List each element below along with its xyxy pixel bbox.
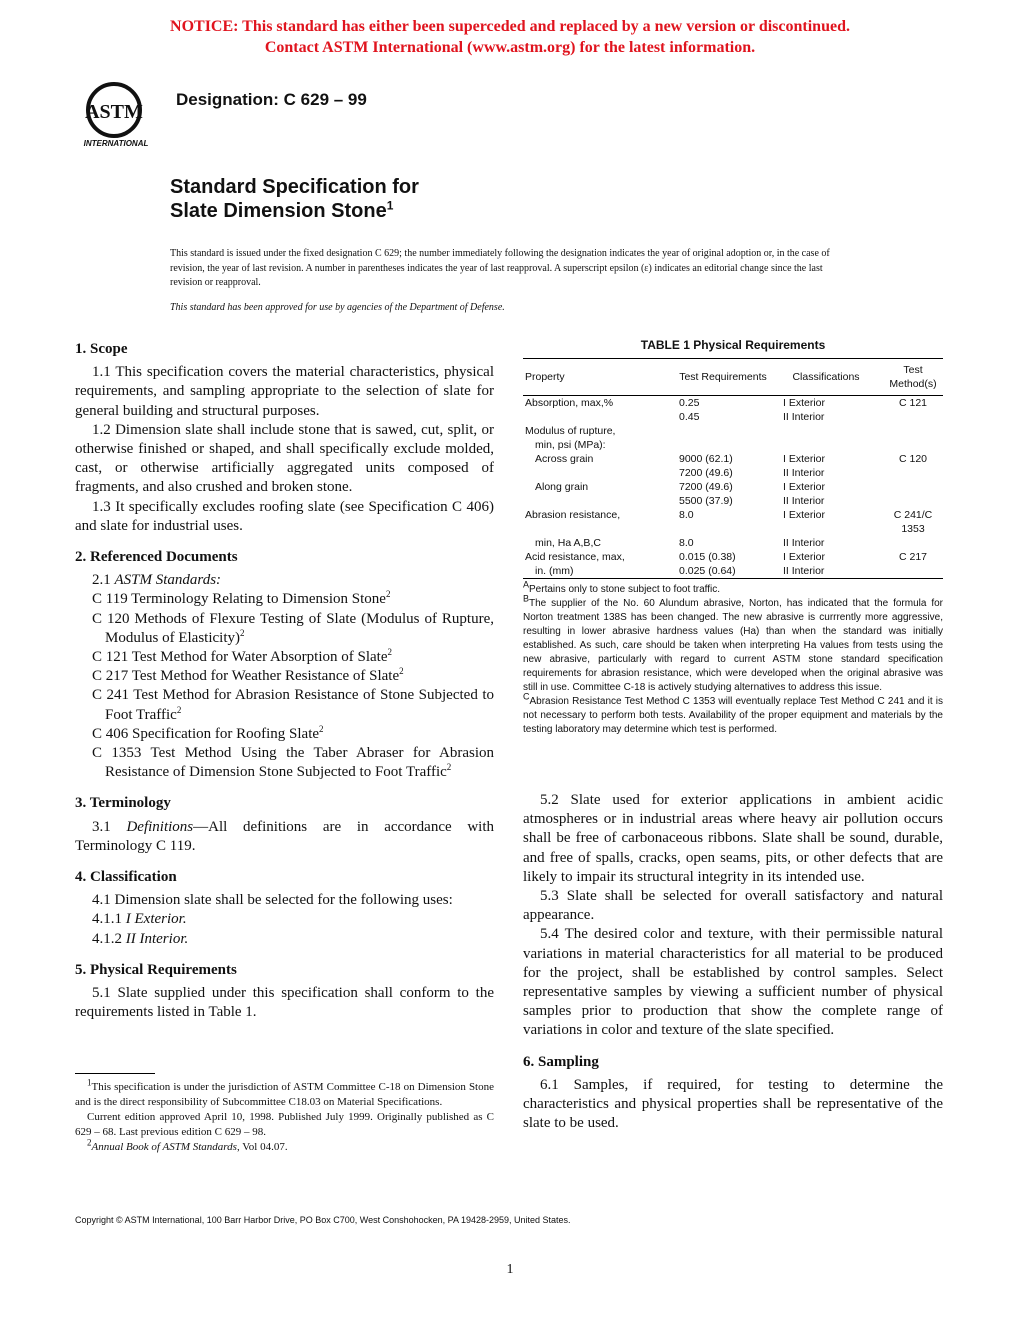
table-cell — [883, 410, 943, 424]
section-sampling — [523, 1053, 943, 1134]
reference-item: C 241 Test Method for Abrasion Resistance of Stone Subjected to Foot Traffic$^2$ — [92, 687, 494, 723]
table-cell: Acid resistance, max, — [525, 551, 625, 563]
section-heading: 5. Physical Requirements — [75, 961, 237, 978]
table-cell: I Exterior — [783, 551, 826, 563]
table-cell: 0.025 (0.64) — [679, 565, 736, 577]
footnote-2: $^2$Annual Book of ASTM Standards, Vol 04.07. — [87, 1137, 288, 1153]
table-row — [523, 410, 943, 424]
section-heading: 6. Sampling — [523, 1053, 599, 1070]
table-row — [523, 508, 943, 522]
table-cell — [883, 494, 943, 508]
table-cell: in. (mm) — [535, 565, 574, 577]
table-physical-requirements — [523, 358, 943, 578]
table-cell — [677, 522, 769, 536]
table-notes — [523, 578, 943, 737]
section-physical-requirements — [75, 961, 494, 1023]
table-header: Classifications — [769, 359, 883, 396]
table-cell — [523, 466, 677, 480]
page-number: 1 — [506, 1262, 514, 1277]
right-column-text — [523, 791, 943, 1145]
table-cell: 7200 (49.6) — [679, 481, 733, 493]
section-heading: 2. Referenced Documents — [75, 549, 238, 566]
designation: Designation: C 629 – 99 — [176, 90, 367, 109]
notice-line-1: NOTICE: This standard has either been superceded and replaced by a new version or discontinued. — [170, 18, 850, 35]
intro-text: This standard is issued under the fixed designation C 629; the number immediately following the designation indicates the year of original adoption or, in the case of revision, the year of last revision. A number in parentheses indicates the year of last reapproval. A superscript epsilon (ε) indicates an editorial change since the last revision or reapproval. — [170, 248, 830, 288]
table-cell — [677, 438, 769, 452]
title-footnote-mark: 1 — [386, 198, 394, 213]
reference-item: C 406 Specification for Roofing Slate$^2$ — [92, 723, 324, 742]
astm-logo — [72, 80, 160, 150]
table-row — [523, 396, 943, 411]
section-terminology — [75, 794, 494, 856]
table-cell: min, psi (MPa): — [535, 439, 606, 451]
table-cell: Abrasion resistance, — [525, 509, 621, 521]
table-1-block — [523, 338, 943, 737]
table-cell: Across grain — [535, 453, 594, 465]
table-cell: 9000 (62.1) — [679, 453, 733, 465]
table-cell: C 217 — [898, 551, 928, 563]
page-title — [170, 175, 419, 223]
section-classification — [75, 868, 494, 949]
table-cell — [883, 466, 943, 480]
left-column — [75, 340, 494, 1035]
paragraph: 5.2 Slate used for exterior applications in ambient acidic atmospheres or in industrial areas where heavy air pollution occurs shall be free of carbonaceous ribbons. Slate shall be sound, durable, and free of spalls, cracks, open seams, pits, or other defects that are likely to impair its structural integrity in its intended use. — [523, 792, 943, 885]
table-row — [523, 550, 943, 564]
table-cell — [883, 424, 943, 438]
table-cell: 0.25 — [679, 397, 700, 409]
reference-item: C 217 Test Method for Weather Resistance of Slate$^2$ — [92, 666, 404, 685]
table-cell: C 120 — [898, 453, 928, 465]
title-line-2: Slate Dimension Stone — [170, 200, 387, 222]
paragraph: 3.1 Definitions—All definitions are in accordance with Terminology C 119. — [75, 818, 495, 854]
table-cell: II Interior — [783, 467, 825, 479]
logo-text: ASTM — [85, 101, 143, 123]
logo-sub-text: INTERNATIONAL — [83, 139, 149, 148]
table-row — [523, 494, 943, 508]
section-heading: 4. Classification — [75, 869, 177, 886]
table-cell: I Exterior — [783, 453, 826, 465]
table-cell: Absorption, max,% — [525, 397, 614, 409]
table-cell: Modulus of rupture, — [525, 425, 616, 437]
table-cell: I Exterior — [783, 509, 826, 521]
paragraph: 5.4 The desired color and texture, with their permissible natural variations in material characteristics for all material to be produced for the project, shall be established by control samples. Select representative samples by viewing a sufficient number of physical samples prior to production that show the complete range of variations in color and texture of the slate specified. — [523, 926, 943, 1039]
table-cell: 8.0 — [679, 537, 694, 549]
table-cell: II Interior — [783, 411, 825, 423]
table-cell — [769, 438, 883, 452]
table-row — [523, 424, 943, 438]
table-row — [523, 466, 943, 480]
table-cell: Along grain — [535, 481, 589, 493]
title-line-1: Standard Specification for — [170, 176, 419, 198]
table-header-row — [523, 359, 943, 396]
table-row — [523, 452, 943, 466]
paragraph: 5.3 Slate shall be selected for overall satisfactory and natural appearance. — [523, 888, 943, 924]
table-body — [523, 396, 943, 579]
table-cell — [769, 424, 883, 438]
paragraph: 2.1 ASTM Standards: — [92, 572, 222, 589]
approved-note: This standard has been approved for use by agencies of the Department of Defense. — [170, 302, 505, 313]
table-cell — [523, 522, 677, 536]
section-referenced-documents — [75, 548, 494, 782]
table-note-c: $^C$Abrasion Resistance Test Method C 1353 will eventually replace Test Method C 241 and it is not necessary to perform both tests. Availability of the proper equipment and materials by the testing laboratory may determine which test is performed. — [523, 691, 943, 735]
paragraph: 6.1 Samples, if required, for testing to determine the characteristics and physical properties shall be representative of the slate to be used. — [523, 1076, 943, 1132]
paragraph: 4.1.2 II Interior. — [92, 930, 189, 947]
paragraph: 1.3 It specifically excludes roofing slate (see Specification C 406) and slate for industrial uses. — [75, 498, 494, 534]
table-header: Test Requirements — [677, 359, 769, 396]
paragraph: 1.2 Dimension slate shall include stone that is sawed, cut, split, or otherwise finished or shaped, and shall specifically exclude molded, cast, or otherwise artificially aggregated units composed of fragments, and also crushed and broken stone. — [75, 421, 494, 496]
table-header: Property — [523, 359, 677, 396]
table-note-a: $^A$Pertains only to stone subject to foot traffic. — [523, 579, 721, 595]
table-cell: 0.45 — [679, 411, 700, 423]
table-cell: 1353 — [901, 523, 925, 535]
section-heading: 3. Terminology — [75, 795, 171, 812]
reference-item: C 119 Terminology Relating to Dimension Stone$^2$ — [92, 589, 391, 608]
copyright: Copyright © ASTM International, 100 Barr Harbor Drive, PO Box C700, West Conshohocken, PA 19428-2959, United States. — [75, 1215, 571, 1225]
table-header: Test Method(s) — [883, 359, 943, 396]
table-cell: min, Ha A,B,C — [535, 537, 601, 549]
reference-item: C 120 Methods of Flexure Testing of Slate (Modulus of Rupture, Modulus of Elasticity)$^2$ — [92, 610, 494, 646]
table-cell: II Interior — [783, 537, 825, 549]
paragraph: 4.1 Dimension slate shall be selected for the following uses: — [92, 892, 453, 909]
table-cell: II Interior — [783, 565, 825, 577]
footnotes — [75, 1077, 494, 1155]
table-cell — [769, 522, 883, 536]
table-caption: TABLE 1 Physical Requirements — [640, 338, 826, 352]
table-row — [523, 522, 943, 536]
table-cell: 0.015 (0.38) — [679, 551, 736, 563]
table-row — [523, 536, 943, 550]
table-cell — [883, 438, 943, 452]
table-cell — [523, 494, 677, 508]
reference-item: C 121 Test Method for Water Absorption of Slate$^2$ — [92, 647, 392, 666]
table-cell: I Exterior — [783, 481, 826, 493]
table-cell: I Exterior — [783, 397, 826, 409]
paragraph: 4.1.1 I Exterior. — [92, 911, 187, 928]
table-cell — [677, 424, 769, 438]
table-cell: 5500 (37.9) — [679, 495, 733, 507]
table-cell — [883, 564, 943, 578]
footnote-1b: Current edition approved April 10, 1998. Published July 1999. Originally published as C 629 – 68. Last previous edition C 629 – 98. — [75, 1111, 494, 1138]
section-heading: 1. Scope — [75, 341, 128, 357]
table-row — [523, 480, 943, 494]
table-note-b: $^B$The supplier of the No. 60 Alundum abrasive, Norton, has indicated that the formula for Norton treatment 138S has been changed. The new abrasive is currrently more aggressive, resulting in lower abrasive hardness values (Ha) than when the standard was initially established. As such, care should be taken when interpreting Ha values from tests using the new abrasive, particularly with regard to current ASTM stone standard specification requirements for abrasion resistance, which were developed when the original abrasive was still in use. Committee C-18 is actively studying alternatives to address this issue. — [523, 593, 943, 693]
table-row — [523, 564, 943, 578]
notice-line-2: Contact ASTM International (www.astm.org) for the latest information. — [264, 39, 756, 56]
table-cell: C 121 — [898, 397, 928, 409]
paragraph: 1.1 This specification covers the material characteristics, physical requirements, and sampling appropriate to the selection of slate for general building and structural purposes. — [75, 364, 494, 419]
table-cell: C 241/C — [893, 509, 933, 521]
footnote-1: $^1$This specification is under the jurisdiction of ASTM Committee C-18 on Dimension Stone and is the direct responsibility of Subcommittee C18.03 on Material Specifications. — [75, 1077, 494, 1108]
table-row — [523, 438, 943, 452]
table-cell: II Interior — [783, 495, 825, 507]
table-cell — [523, 410, 677, 424]
paragraph: 5.1 Slate supplied under this specification shall conform to the requirements listed in Table 1. — [75, 985, 494, 1021]
table-cell: 7200 (49.6) — [679, 467, 733, 479]
section-scope — [75, 340, 494, 536]
reference-item: C 1353 Test Method Using the Taber Abraser for Abrasion Resistance of Dimension Stone Subjected to Foot Traffic$^2$ — [92, 745, 494, 781]
table-cell: 8.0 — [679, 509, 694, 521]
table-cell — [883, 480, 943, 494]
table-cell — [883, 536, 943, 550]
footnote-divider — [75, 1073, 155, 1074]
